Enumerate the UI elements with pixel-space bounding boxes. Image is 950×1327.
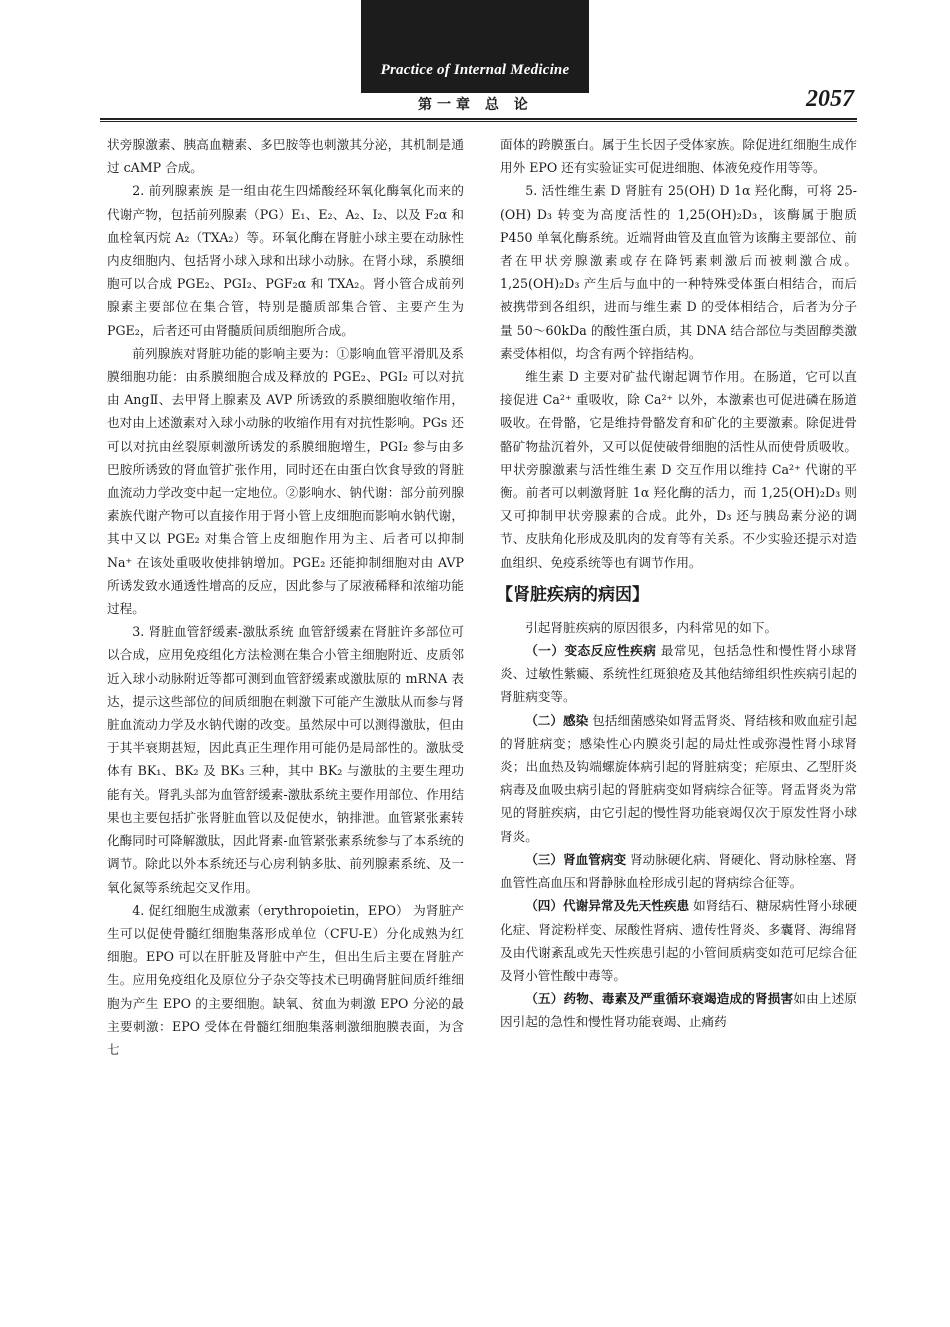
paragraph: 状旁腺激素、胰高血糖素、多巴胺等也刺激其分泌，其机制是通过 cAMP 合成。 [107,137,464,176]
paragraph: 前列腺族对肾脏功能的影响主要为：①影响血管平滑肌及系膜细胞功能：由系膜细胞合成及释放的 PGE₂、PGI₂ 可以对抗由 AngⅡ、去甲肾上腺素及 AVP 所诱致的系膜细胞收缩作用，也对由上述激素对入球小动脉的收缩作用有对抗性影响。PGs 还可以对抗由丝裂原刺激所诱发的系膜细胞增生，PGI₂ 参与由多巴胺所诱致的肾血管扩张作用，同时还在由蛋白饮食导致的肾脏血流动力学改变中起一定地位。②影响水、钠代谢：部分前列腺素族代谢产物可以直接作用于肾小管上皮细胞而影响水钠代谢，其中又以 PGE₂ 对集合管上皮细胞作用为主、后者可以抑制 Na⁺ 在该处重吸收使排钠增加。PGE₂ 还能抑制细胞对由 AVP 所诱发致水通透性增高的反应，因此参与了尿液稀释和浓缩功能过程。 [107,345,464,617]
cause-text: 肾动脉硬化病、肾硬化、肾动脉栓塞、肾血管性高血压和肾静脉血栓形成引起的肾病综合征等。 [500,851,858,891]
cause-title: （二）感染 [525,712,589,728]
chapter-title: 第一章 总 论 [418,97,533,113]
cause-item [500,848,857,894]
paragraph: 3. 肾脏血管舒缓素-激肽系统 血管舒缓素在肾脏许多部位可以合成，应用免疫组化方法检测在集合小管主细胞附近、皮质邻近入球小动脉附近等都可测到血管舒缓素或激肽原的 mRNA 表达，提示这些部位的间质细胞在刺激下可能产生激肽从而参与肾脏血流动力学及水钠代谢的改变。虽然尿中可以测得激肽，但由于其半衰期甚短，因此真正生理作用可能仍是局部性的。激肽受体有 BK₁、BK₂ 及 BK₃ 三种，其中 BK₂ 与激肽的主要生理功能有关。肾乳头部为血管舒缓素-激肽系统主要作用部位、作用结果也主要包括扩张肾脏血管以及促使水，钠排泄。血管紧张素转化酶同时可降解激肽，因此肾素-血管紧张素系统参与了本系统的调节。除此以外本系统还与心房利钠多肽、前列腺素系统、及一氧化氮等系统起交叉作用。 [107,624,464,895]
paragraph: 4. 促红细胞生成激素（erythropoietin，EPO） 为肾脏产生可以促使骨髓红细胞集落形成单位（CFU-E）分化成熟为红细胞。EPO 可以在肝脏及肾脏中产生，但出生后主要在肾脏产生。应用免疫组化及原位分子杂交等技术已明确肾脏间质纤维细胞为产生 EPO 的主要细胞。缺氧、贫血为刺激 EPO 分泌的最主要刺激：EPO 受体在骨髓红细胞集落刺激细胞膜表面，为含七 [107,902,464,1057]
cause-item [500,639,857,709]
cause-item [500,987,857,1033]
journal-banner [361,0,589,93]
cause-text: 如肾结石、糖尿病性肾小球硬化症、肾淀粉样变、尿酸性肾病、遗传性肾炎、多囊肾、海绵肾及由代谢紊乱或先天性疾患引起的小管间质病变如范可尼综合征及肾小管性酸中毒等。 [500,898,857,983]
cause-title: （一）变态反应性疾病 [525,643,657,659]
paragraph: 面体的跨膜蛋白。属于生长因子受体家族。除促进红细胞生成作用外 EPO 还有实验证实可促进细胞、体液免疫作用等等。 [500,137,857,176]
paragraph: 维生素 D 主要对矿盐代谢起调节作用。在肠道，它可以直接促进 Ca²⁺ 重吸收，除 Ca²⁺ 以外，本激素也可促进磷在肠道吸收。在骨骼，它是维持骨骼发育和矿化的主要激素。除促进骨骼矿物盐沉着外，又可以促使破骨细胞的活性从而使骨质吸收。甲状旁腺激素与活性维生素 D 交互作用以维持 Ca²⁺ 代谢的平衡。前者可以刺激肾脏 1α 羟化酶的活力，而 1,25(OH)₂D₃ 则又可抑制甲状旁腺素的合成。此外，D₃ 还与胰岛素分泌的调节、皮肤角化形成及肌肉的发育等有关系。不少实验还提示对造血组织、免疫系统等也有调节作用。 [500,369,857,570]
cause-text: 最常见，包括急性和慢性肾小球肾炎、过敏性紫癜、系统性红斑狼疮及其他结缔组织性疾病引起的肾脏病变等。 [500,643,857,705]
cause-title: （四）代谢异常及先天性疾患 [525,898,690,914]
left-column [107,133,464,1061]
paragraph: 2. 前列腺素族 是一组由花生四烯酸经环氧化酶氧化而来的代谢产物，包括前列腺素（PG）E₁、E₂、A₂、I₂、以及 F₂α 和血栓氧丙烷 A₂（TXA₂）等。环氧化酶在肾脏小球主要在动脉性内皮细胞内、包括肾小球入球和出球小动脉。在肾小球，系膜细胞可以合成 PGE₂、PGI₂、PGF₂α 和 TXA₂。肾小管合成前列腺素主要部位在集合管，特别是髓质部集合管、主要产生为 PGE₂，后者还可由肾髓质间质细胞所合成。 [107,183,464,338]
cause-item [500,894,857,987]
paragraph: 5. 活性维生素 D 肾脏有 25(OH) D 1α 羟化酶，可将 25-(OH) D₃ 转变为高度活性的 1,25(OH)₂D₃，该酶属于胞质 P450 单氧化酶系统。近端肾曲管及直血管为该酶主要部位、前者在甲状旁腺激素或存在降钙素刺激后而被刺激合成。1,25(OH)₂D₃ 产生后与血中的一种特殊受体蛋白相结合，而后被携带到各组织，进而与维生素 D 的受体相结合，后者为分子量 50～60kDa 的酸性蛋白质，其 DNA 结合部位与类固醇类激素受体相似，均含有两个锌指结构。 [500,183,857,361]
header-rule-thin [100,121,857,122]
cause-title: （五）药物、毒素及严重循环衰竭造成的肾损害 [525,991,794,1007]
cause-text: 如由上述原因引起的急性和慢性肾功能衰竭、止痛药 [500,991,858,1030]
page-number: 2057 [806,86,854,112]
right-column [496,133,858,1034]
journal-title: Practice of Internal Medicine [380,62,570,78]
cause-title: （三）肾血管病变 [525,851,627,867]
paragraph: 引起肾脏疾病的原因很多，内科常见的如下。 [525,619,778,635]
cause-text: 包括细菌感染如肾盂肾炎、肾结核和败血症引起的肾脏病变；感染性心内膜炎引起的局灶性或弥漫性肾小球肾炎；出血热及钩端螺旋体病引起的肾脏病变；疟原虫、乙型肝炎病毒及血吸虫病引起的肾脏病变如肾病综合征等。肾盂肾炎为常见的肾脏疾病，由它引起的慢性肾功能衰竭仅次于原发性肾小球肾炎。 [500,712,857,844]
section-heading: 【肾脏疾病的病因】 [496,584,649,605]
header-rule [100,118,857,120]
cause-item [500,709,857,848]
